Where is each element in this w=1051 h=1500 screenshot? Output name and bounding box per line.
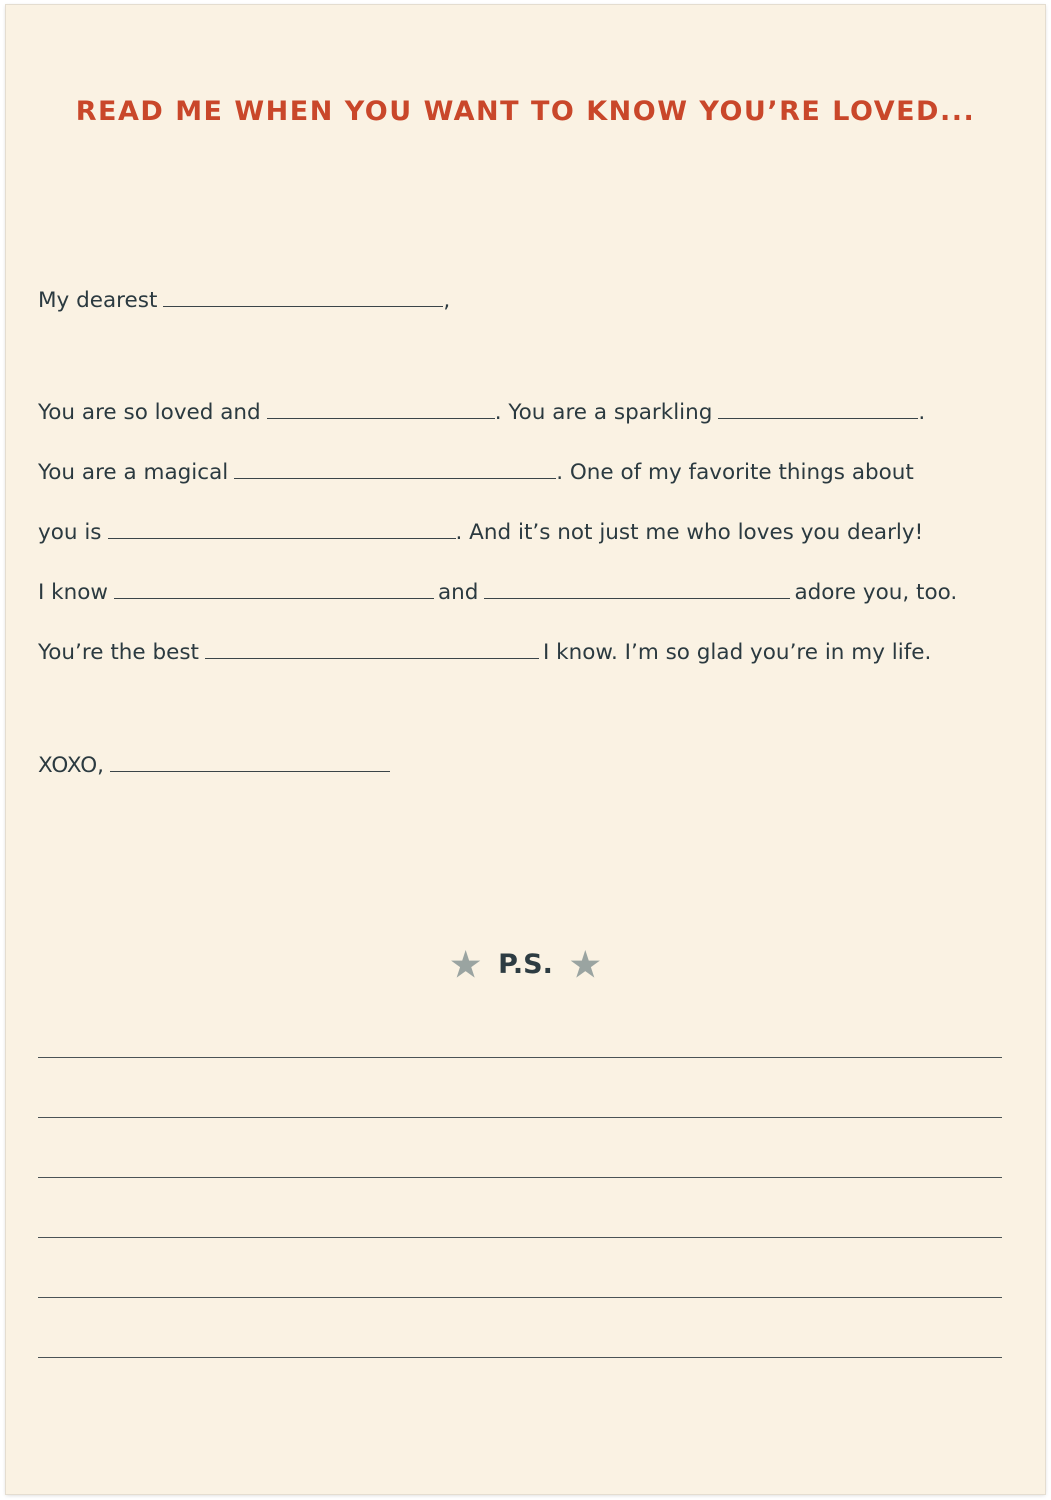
ps-writing-line[interactable] [38, 1117, 1002, 1118]
text-segment: I know. I’m so glad you’re in my life. [542, 640, 932, 665]
signature-blank[interactable] [110, 749, 390, 772]
fill-blank-2[interactable] [718, 396, 918, 419]
recipient-name-blank[interactable] [163, 284, 443, 307]
signoff-line [38, 749, 394, 783]
ps-writing-line[interactable] [38, 1357, 1002, 1358]
fill-blank-7[interactable] [205, 636, 539, 659]
ps-writing-line[interactable] [38, 1297, 1002, 1298]
ps-writing-line[interactable] [38, 1057, 1002, 1058]
ps-label: P.S. [498, 948, 553, 980]
fill-blank-6[interactable] [484, 576, 790, 599]
text-segment: You are so loved and [38, 400, 261, 425]
signoff-label: XOXO, [38, 753, 105, 778]
body-line-5 [38, 636, 931, 670]
text-segment: You are a magical [38, 460, 229, 485]
body-line-1 [38, 396, 925, 430]
text-segment: you is [38, 520, 102, 545]
ps-heading [0, 942, 1051, 987]
text-segment: I know [38, 580, 108, 605]
fill-blank-1[interactable] [267, 396, 495, 419]
text-segment: . One of my favorite things about [556, 460, 914, 485]
greeting-line [38, 284, 450, 318]
text-segment: . [918, 400, 926, 425]
fill-blank-5[interactable] [114, 576, 434, 599]
page-title: READ ME WHEN YOU WANT TO KNOW YOU’RE LOVED... [75, 96, 976, 127]
body-line-2 [38, 456, 914, 490]
text-segment: . And it’s not just me who loves you dearly! [455, 520, 924, 545]
text-segment: and [438, 580, 479, 605]
fill-blank-3[interactable] [234, 456, 556, 479]
ps-writing-line[interactable] [38, 1237, 1002, 1238]
text-segment: . You are a sparkling [494, 400, 713, 425]
fill-blank-4[interactable] [108, 516, 456, 539]
body-line-4 [38, 576, 957, 610]
greeting-suffix: , [443, 288, 451, 313]
body-line-3 [38, 516, 923, 550]
text-segment: You’re the best [38, 640, 199, 665]
ps-writing-line[interactable] [38, 1177, 1002, 1178]
star-icon: ★ [448, 942, 483, 987]
text-segment: adore you, too. [794, 580, 958, 605]
star-icon: ★ [568, 942, 603, 987]
greeting-prefix: My dearest [38, 288, 158, 313]
